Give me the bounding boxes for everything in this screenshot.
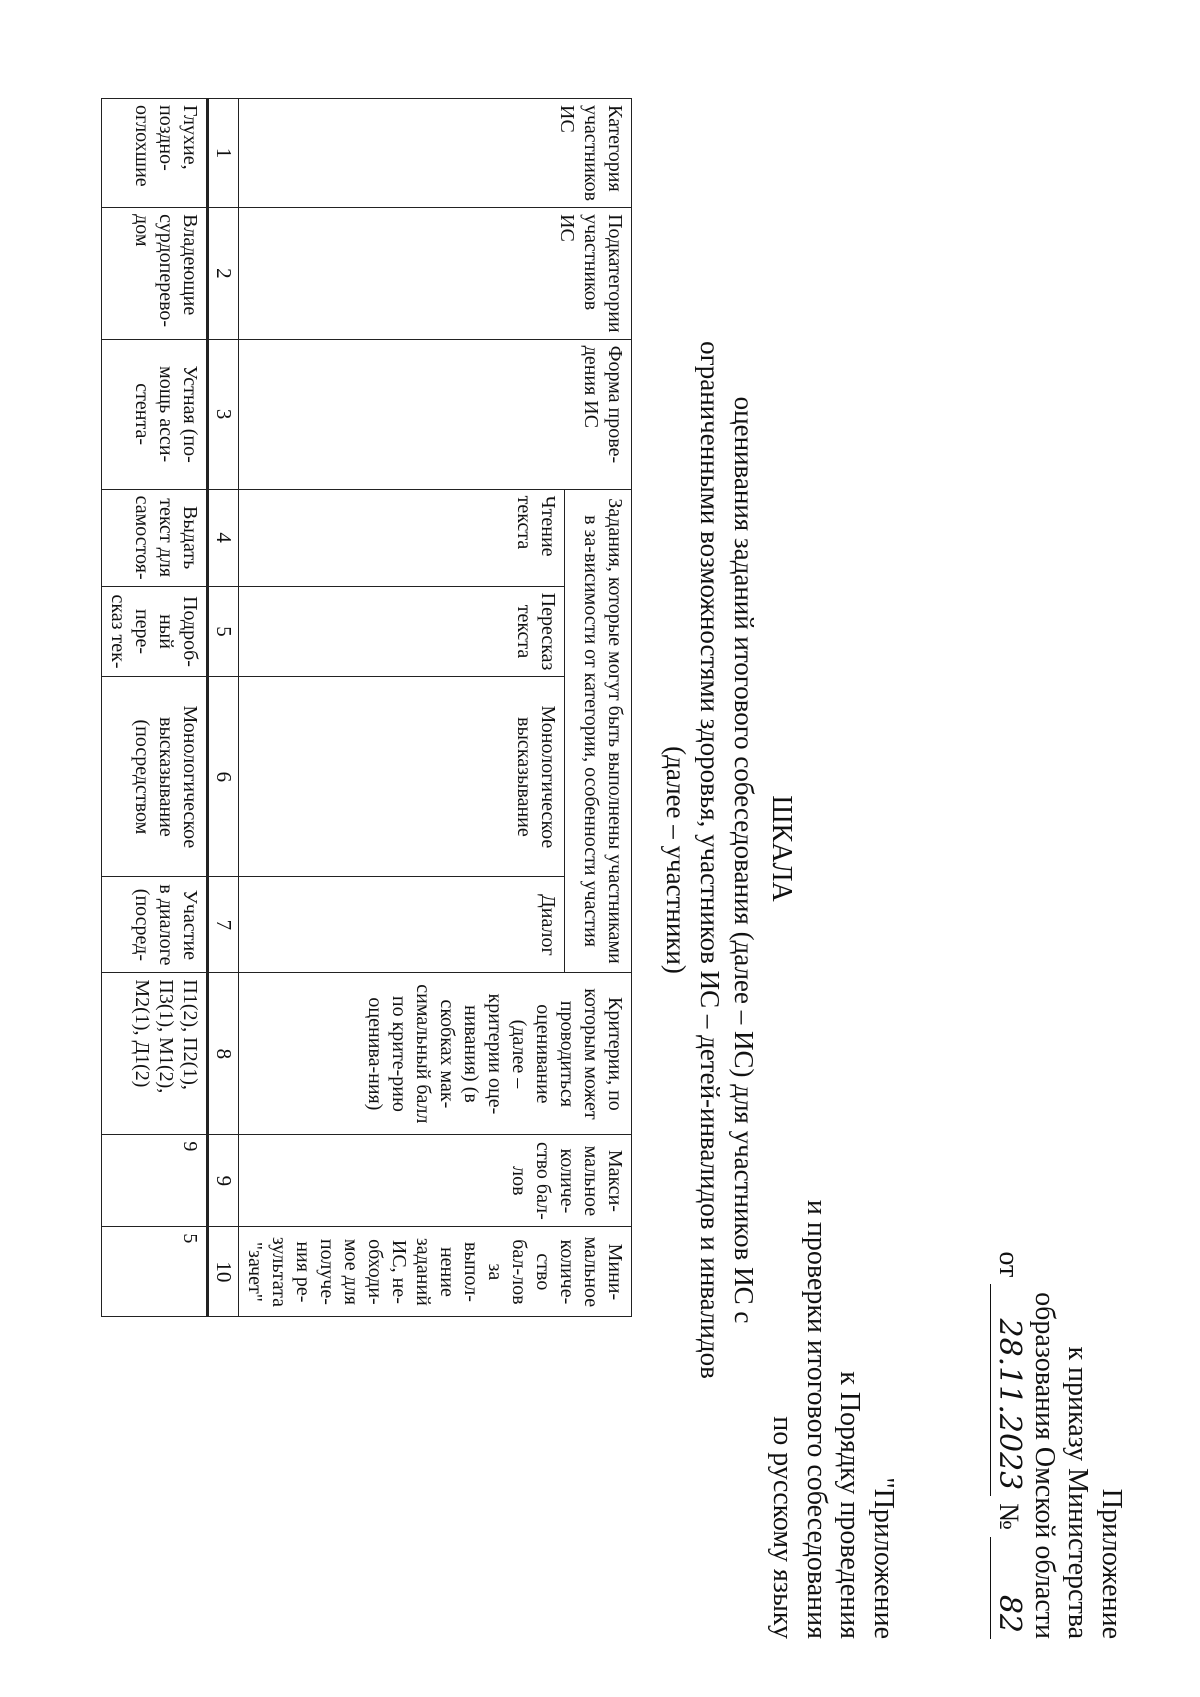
- header-criteria: Критерии, по которым может проводиться оценивание (далее – критерии оце-нивания) (в скобках мак-симальный балл по крите-рию оценива-ния): [239, 973, 632, 1135]
- header-reading: Чтение текста: [239, 489, 565, 586]
- column-number: 8: [207, 973, 238, 1135]
- column-number: 6: [207, 677, 238, 877]
- header-retelling: Пересказ текста: [239, 586, 565, 677]
- row-retelling: Подроб-ный пере-сказ тек-: [101, 586, 207, 677]
- column-number: 2: [207, 208, 238, 340]
- header-form: Форма прове-дения ИС: [239, 339, 632, 489]
- row-dialogue: Участие в диалоге (посред-: [101, 877, 207, 973]
- row-category: Глухие, поздно-оглохшие: [101, 99, 207, 208]
- column-number: 9: [207, 1135, 238, 1227]
- order-number-handwritten: 82: [990, 1537, 1027, 1639]
- scoring-table: [101, 98, 632, 1317]
- row-form: Устная (по-мощь асси-стента-: [101, 339, 207, 489]
- appendix-order-block: [990, 1251, 1128, 1639]
- header-monologue: Монологическое высказывание: [239, 677, 565, 877]
- appendix-line: Приложение: [1096, 1488, 1127, 1639]
- appendix-line: к Порядку проведения: [834, 1371, 866, 1639]
- header-min-score: Мини-мальное количе-ство бал-лов за выпол-нение заданий ИС, не-обходи-мое для получе-ния ре-зультата "зачет": [239, 1227, 632, 1317]
- row-max-score: 9: [101, 1135, 207, 1227]
- column-number: 3: [207, 339, 238, 489]
- header-subcategory: Подкатегории участников ИС: [239, 208, 632, 340]
- header-tasks-group: Задания, которые могут быть выполнены участниками в за-висимости от категории, особенности участия: [564, 489, 631, 973]
- document-subtitle: оценивания заданий итогового собеседования (далее – ИС) для участников ИС с ограниченными возможностями здоровья, участников ИС – детей-инвалидов и инвалидов (далее – участники): [661, 341, 759, 1379]
- number-prefix: №: [993, 1503, 1025, 1530]
- column-number: 4: [207, 489, 238, 586]
- row-subcategory: Владеющие сурдоперево-дом: [101, 208, 207, 340]
- row-criteria: П1(2), П2(1), П3(1), М1(2), М2(1), Д1(2): [101, 973, 207, 1135]
- appendix-line: по русскому языку: [767, 1416, 799, 1639]
- row-reading: Выдать текст для самостоя-: [101, 489, 207, 586]
- appendix-line: образования Омской области: [1028, 1292, 1060, 1639]
- order-date-handwritten: 28.11.2023: [990, 1284, 1027, 1496]
- date-prefix: от: [993, 1251, 1025, 1278]
- column-number: 5: [207, 586, 238, 677]
- header-category: Категория участников ИС: [239, 99, 632, 208]
- row-monologue: Монологическое высказывание (посредством: [101, 677, 207, 877]
- column-number: 10: [207, 1227, 238, 1317]
- appendix-line: и проверки итогового собеседования: [800, 1199, 832, 1639]
- column-number: 1: [207, 99, 238, 208]
- order-date-number-line: [990, 1251, 1027, 1639]
- row-min-score: 5: [101, 1227, 207, 1317]
- column-number: 7: [207, 877, 238, 973]
- appendix-line: к приказу Министерства: [1062, 1346, 1094, 1639]
- header-max-score: Макси-мальное количе-ство бал-лов: [239, 1135, 632, 1227]
- document-title: ШКАЛА: [766, 795, 797, 902]
- appendix-line: "Приложение: [868, 1477, 899, 1639]
- header-dialogue: Диалог: [239, 877, 565, 973]
